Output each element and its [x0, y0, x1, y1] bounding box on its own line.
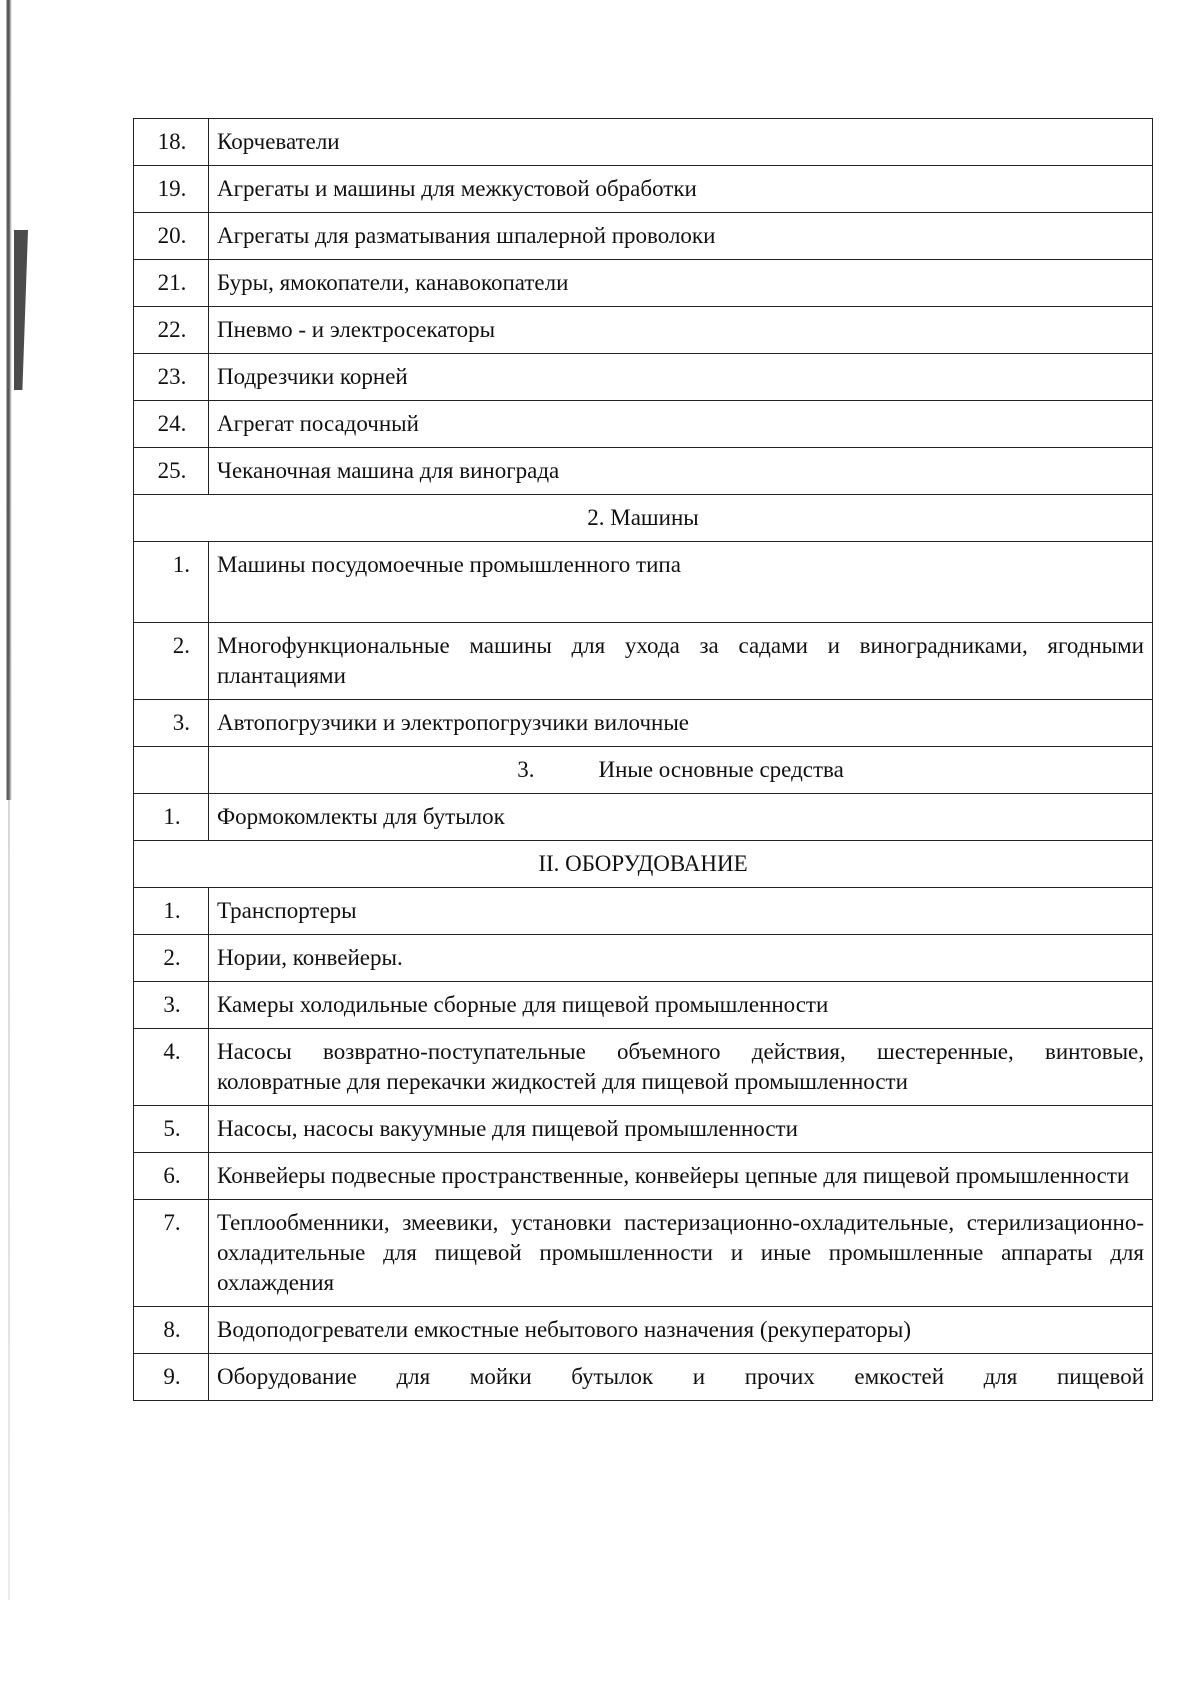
table-row [134, 982, 1153, 1029]
row-number: 6. [134, 1153, 209, 1200]
row-number: 3. [134, 700, 209, 747]
section-header-row [134, 495, 1153, 542]
row-number: 2. [134, 935, 209, 982]
table-row [134, 700, 1153, 747]
equipment-table [133, 118, 1153, 1401]
row-text: Многофункциональные машины для ухода за садами и виноградниками, ягодными плантациями [209, 623, 1153, 700]
row-text: Подрезчики корней [209, 354, 1153, 401]
row-number: 9. [134, 1354, 209, 1401]
table-row [134, 935, 1153, 982]
table-row [134, 794, 1153, 841]
table-row [134, 166, 1153, 213]
section-header-row [134, 747, 1153, 794]
row-number: 18. [134, 119, 209, 166]
section-title-text: Иные основные средства [598, 757, 844, 782]
table-row [134, 260, 1153, 307]
table-row [134, 119, 1153, 166]
scan-edge-shadow [0, 0, 22, 800]
section-title-other [209, 747, 1153, 794]
row-text: Машины посудомоечные промышленного типа [209, 542, 1153, 623]
table-row [134, 1029, 1153, 1106]
section-title-equipment: II. ОБОРУДОВАНИЕ [134, 841, 1153, 888]
table-row [134, 213, 1153, 260]
row-text: Чеканочная машина для винограда [209, 448, 1153, 495]
table-row [134, 1106, 1153, 1153]
table-row [134, 542, 1153, 623]
row-text: Насосы возвратно-поступательные объемного действия, шестеренные, винтовые, коловратные для перекачки жидкостей для пищевой промышленности [209, 1029, 1153, 1106]
table-row [134, 354, 1153, 401]
row-number: 24. [134, 401, 209, 448]
row-text: Водоподогреватели емкостные небытового назначения (рекуператоры) [209, 1307, 1153, 1354]
row-text: Насосы, насосы вакуумные для пищевой промышленности [209, 1106, 1153, 1153]
row-number: 2. [134, 623, 209, 700]
table-row [134, 1200, 1153, 1307]
empty-cell [134, 747, 209, 794]
row-number: 23. [134, 354, 209, 401]
row-number: 7. [134, 1200, 209, 1307]
row-text: Агрегаты для разматывания шпалерной проволоки [209, 213, 1153, 260]
row-text: Камеры холодильные сборные для пищевой промышленности [209, 982, 1153, 1029]
section-title-machines: 2. Машины [134, 495, 1153, 542]
table-row [134, 307, 1153, 354]
row-number: 20. [134, 213, 209, 260]
row-text: Агрегат посадочный [209, 401, 1153, 448]
row-text: Транспортеры [209, 888, 1153, 935]
row-text: Теплообменники, змеевики, установки пастеризационно-охладительные, стерилизационно-охладительные для пищевой промышленности и иные промышленные аппараты для охлаждения [209, 1200, 1153, 1307]
row-number: 8. [134, 1307, 209, 1354]
row-number: 22. [134, 307, 209, 354]
row-text: Нории, конвейеры. [209, 935, 1153, 982]
row-number: 3. [134, 982, 209, 1029]
row-text: Автопогрузчики и электропогрузчики вилочные [209, 700, 1153, 747]
row-text: Оборудование для мойки бутылок и прочих емкостей для пищевой [209, 1354, 1153, 1401]
row-text: Пневмо - и электросекаторы [209, 307, 1153, 354]
table-row [134, 1307, 1153, 1354]
row-text: Конвейеры подвесные пространственные, конвейеры цепные для пищевой промышленности [209, 1153, 1153, 1200]
row-number: 5. [134, 1106, 209, 1153]
table-row [134, 1354, 1153, 1401]
table-row [134, 401, 1153, 448]
row-text: Формокомлекты для бутылок [209, 794, 1153, 841]
row-number: 21. [134, 260, 209, 307]
table-row [134, 623, 1153, 700]
row-number: 1. [134, 794, 209, 841]
table-row [134, 888, 1153, 935]
row-number: 25. [134, 448, 209, 495]
row-text: Агрегаты и машины для межкустовой обработки [209, 166, 1153, 213]
row-number: 1. [134, 542, 209, 623]
section-number: 3. [517, 757, 535, 782]
row-text: Буры, ямокопатели, канавокопатели [209, 260, 1153, 307]
table-row [134, 1153, 1153, 1200]
row-text: Корчеватели [209, 119, 1153, 166]
row-number: 4. [134, 1029, 209, 1106]
section-header-row [134, 841, 1153, 888]
scan-edge-mark [14, 230, 28, 390]
table-row [134, 448, 1153, 495]
row-number: 19. [134, 166, 209, 213]
row-number: 1. [134, 888, 209, 935]
